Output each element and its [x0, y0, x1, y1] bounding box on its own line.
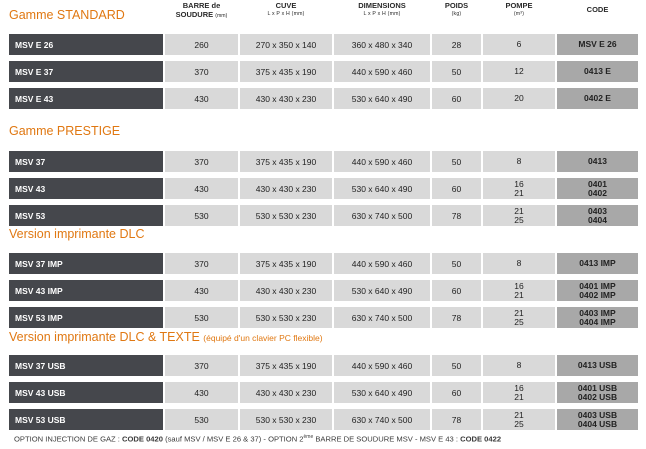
- cell-dimensions: 530 x 640 x 490: [334, 88, 430, 109]
- cell-pompe: [483, 307, 555, 328]
- cell-dimensions: 360 x 480 x 340: [334, 34, 430, 55]
- cell-model: MSV 37 USB: [9, 355, 163, 376]
- cell-model: MSV E 26: [9, 34, 163, 55]
- cell-barre: 530: [165, 307, 238, 328]
- footer-gas-label: OPTION INJECTION DE GAZ :: [14, 434, 123, 444]
- header-poids-unit: (kg): [451, 10, 462, 17]
- cell-cuve: 530 x 530 x 230: [240, 205, 332, 226]
- cell-code-line: 0403 USB: [577, 410, 618, 420]
- footer-bar-sup: ème: [303, 434, 314, 440]
- cell-pompe: [483, 88, 555, 109]
- cell-code-line: 0403: [588, 206, 607, 216]
- cell-poids: 60: [432, 280, 481, 301]
- table-row: [9, 205, 638, 226]
- cell-pompe-line: 21: [514, 308, 524, 318]
- cell-barre: 370: [165, 61, 238, 82]
- cell-cuve: 375 x 435 x 190: [240, 61, 332, 82]
- header-cuve: [240, 2, 332, 32]
- cell-pompe-line: 25: [514, 316, 524, 327]
- header-code-label: CODE: [586, 5, 609, 14]
- cell-pompe-line: 21: [514, 187, 524, 198]
- header-code: [557, 2, 638, 32]
- cell-code-line: 0413 IMP: [579, 258, 616, 269]
- table-row: [9, 178, 638, 199]
- cell-barre: 370: [165, 253, 238, 274]
- cell-poids: 60: [432, 382, 481, 403]
- cell-model: MSV E 43: [9, 88, 163, 109]
- cell-code: [557, 178, 638, 199]
- cell-dimensions: 630 x 740 x 500: [334, 205, 430, 226]
- cell-pompe: [483, 151, 555, 172]
- cell-cuve: 375 x 435 x 190: [240, 355, 332, 376]
- footer-gas-note: (sauf MSV / MSV E 26 & 37) -: [162, 434, 269, 444]
- table-row: [9, 253, 638, 274]
- header-pompe-unit: (m³): [513, 10, 525, 17]
- section-title: [9, 8, 125, 22]
- cell-dimensions: 530 x 640 x 490: [334, 382, 430, 403]
- cell-cuve: 375 x 435 x 190: [240, 253, 332, 274]
- table-row: [9, 151, 638, 172]
- cell-pompe-line: 16: [514, 383, 524, 393]
- cell-code-line: 0401 USB: [577, 383, 618, 393]
- cell-code: [557, 409, 638, 430]
- cell-model: MSV E 37: [9, 61, 163, 82]
- cell-barre: 260: [165, 34, 238, 55]
- cell-barre: 430: [165, 382, 238, 403]
- cell-dimensions: 630 x 740 x 500: [334, 307, 430, 328]
- cell-code-line: 0413 E: [584, 66, 611, 77]
- cell-cuve: 430 x 430 x 230: [240, 280, 332, 301]
- cell-barre: 430: [165, 88, 238, 109]
- cell-pompe: [483, 409, 555, 430]
- table-row: [9, 88, 638, 109]
- cell-pompe: [483, 253, 555, 274]
- cell-poids: 50: [432, 253, 481, 274]
- footer-bar-code: CODE 0422: [460, 434, 502, 444]
- header-poids-label: POIDS: [444, 1, 469, 10]
- cell-code-line: 0413 USB: [577, 360, 618, 371]
- cell-pompe-line: 25: [514, 418, 524, 429]
- cell-code-line: MSV E 26: [578, 39, 617, 50]
- cell-cuve: 430 x 430 x 230: [240, 88, 332, 109]
- section-title-text: Gamme PRESTIGE: [9, 124, 121, 138]
- cell-code: [557, 61, 638, 82]
- section-title-text: Gamme STANDARD: [9, 8, 125, 22]
- header-pompe: [483, 2, 555, 32]
- header-dimensions-unit: L x P x H (mm): [363, 10, 401, 17]
- footer-bar-note: BARRE DE SOUDURE MSV - MSV E 43 :: [313, 434, 461, 444]
- header-dimensions-label: DIMENSIONS: [358, 1, 406, 10]
- cell-code: [557, 34, 638, 55]
- cell-pompe-line: 6: [516, 39, 522, 50]
- cell-code: [557, 205, 638, 226]
- cell-model: MSV 37: [9, 151, 163, 172]
- cell-pompe-line: 8: [516, 360, 522, 371]
- cell-model: MSV 43 IMP: [9, 280, 163, 301]
- section-title-note: (équipé d'un clavier PC flexible): [203, 333, 323, 343]
- footer-options: [14, 434, 501, 444]
- table-row: [9, 355, 638, 376]
- cell-code-line: 0403 IMP: [579, 308, 616, 318]
- cell-pompe-line: 12: [514, 66, 524, 77]
- cell-code-line: 0401: [588, 179, 607, 189]
- table-row: [9, 61, 638, 82]
- section-title: [9, 124, 120, 138]
- header-pompe-label: POMPE: [505, 1, 533, 10]
- cell-barre: 530: [165, 205, 238, 226]
- cell-poids: 78: [432, 409, 481, 430]
- cell-dimensions: 440 x 590 x 460: [334, 253, 430, 274]
- cell-code-line: 0404: [588, 214, 607, 225]
- cell-code: [557, 307, 638, 328]
- header-dimensions: [334, 2, 430, 32]
- cell-dimensions: 440 x 590 x 460: [334, 151, 430, 172]
- cell-poids: 60: [432, 178, 481, 199]
- cell-code: [557, 253, 638, 274]
- cell-code: [557, 88, 638, 109]
- table-row: [9, 307, 638, 328]
- cell-code-line: 0404 IMP: [579, 316, 616, 327]
- cell-barre: 370: [165, 355, 238, 376]
- cell-model: MSV 53 IMP: [9, 307, 163, 328]
- cell-code: [557, 382, 638, 403]
- cell-poids: 78: [432, 307, 481, 328]
- cell-cuve: 530 x 530 x 230: [240, 409, 332, 430]
- cell-code-line: 0402 IMP: [579, 289, 616, 300]
- cell-cuve: 530 x 530 x 230: [240, 307, 332, 328]
- cell-code-line: 0402: [588, 187, 607, 198]
- cell-cuve: 430 x 430 x 230: [240, 382, 332, 403]
- section-title: [9, 330, 323, 344]
- header-barre: [165, 2, 238, 32]
- cell-pompe-line: 20: [514, 93, 524, 104]
- cell-pompe-line: 21: [514, 391, 524, 402]
- table-row: [9, 280, 638, 301]
- cell-code-line: 0402 E: [584, 93, 611, 104]
- table-row: [9, 34, 638, 55]
- cell-code: [557, 280, 638, 301]
- cell-code-line: 0404 USB: [577, 418, 618, 429]
- header-barre-line2: SOUDURE: [175, 9, 214, 19]
- header-cuve-label: CUVE: [275, 1, 297, 10]
- cell-pompe-line: 21: [514, 206, 524, 216]
- table-row: [9, 382, 638, 403]
- cell-pompe: [483, 205, 555, 226]
- cell-pompe-line: 25: [514, 214, 524, 225]
- cell-code-line: 0413: [588, 156, 607, 167]
- footer-bar-label: OPTION 2: [268, 434, 304, 444]
- cell-poids: 50: [432, 151, 481, 172]
- section-title: [9, 227, 144, 241]
- cell-pompe: [483, 355, 555, 376]
- cell-poids: 28: [432, 34, 481, 55]
- cell-code-line: 0401 IMP: [579, 281, 616, 291]
- cell-model: MSV 53 USB: [9, 409, 163, 430]
- cell-poids: 50: [432, 61, 481, 82]
- cell-pompe: [483, 178, 555, 199]
- cell-poids: 78: [432, 205, 481, 226]
- header-poids: [432, 2, 481, 32]
- cell-pompe-line: 8: [516, 156, 522, 167]
- header-barre-unit: (mm): [215, 12, 228, 19]
- header-cuve-unit: L x P x H (mm): [267, 10, 305, 17]
- cell-poids: 50: [432, 355, 481, 376]
- cell-cuve: 375 x 435 x 190: [240, 151, 332, 172]
- cell-pompe-line: 21: [514, 289, 524, 300]
- cell-pompe-line: 8: [516, 258, 522, 269]
- header-barre-line1: BARRE de: [182, 1, 221, 10]
- cell-pompe: [483, 382, 555, 403]
- cell-barre: 370: [165, 151, 238, 172]
- cell-dimensions: 440 x 590 x 460: [334, 61, 430, 82]
- cell-barre: 530: [165, 409, 238, 430]
- cell-model: MSV 43 USB: [9, 382, 163, 403]
- cell-model: MSV 37 IMP: [9, 253, 163, 274]
- cell-pompe: [483, 280, 555, 301]
- cell-pompe-line: 16: [514, 179, 524, 189]
- cell-cuve: 430 x 430 x 230: [240, 178, 332, 199]
- section-title-text: Version imprimante DLC: [9, 227, 145, 241]
- cell-code: [557, 355, 638, 376]
- cell-dimensions: 440 x 590 x 460: [334, 355, 430, 376]
- cell-pompe: [483, 34, 555, 55]
- cell-pompe: [483, 61, 555, 82]
- cell-dimensions: 530 x 640 x 490: [334, 178, 430, 199]
- cell-dimensions: 630 x 740 x 500: [334, 409, 430, 430]
- cell-pompe-line: 16: [514, 281, 524, 291]
- cell-barre: 430: [165, 280, 238, 301]
- cell-model: MSV 43: [9, 178, 163, 199]
- table-row: [9, 409, 638, 430]
- cell-model: MSV 53: [9, 205, 163, 226]
- cell-barre: 430: [165, 178, 238, 199]
- cell-code-line: 0402 USB: [577, 391, 618, 402]
- cell-dimensions: 530 x 640 x 490: [334, 280, 430, 301]
- cell-code: [557, 151, 638, 172]
- footer-gas-code: CODE 0420: [122, 434, 163, 444]
- cell-cuve: 270 x 350 x 140: [240, 34, 332, 55]
- cell-poids: 60: [432, 88, 481, 109]
- section-title-text: Version imprimante DLC & TEXTE: [9, 330, 200, 344]
- cell-pompe-line: 21: [514, 410, 524, 420]
